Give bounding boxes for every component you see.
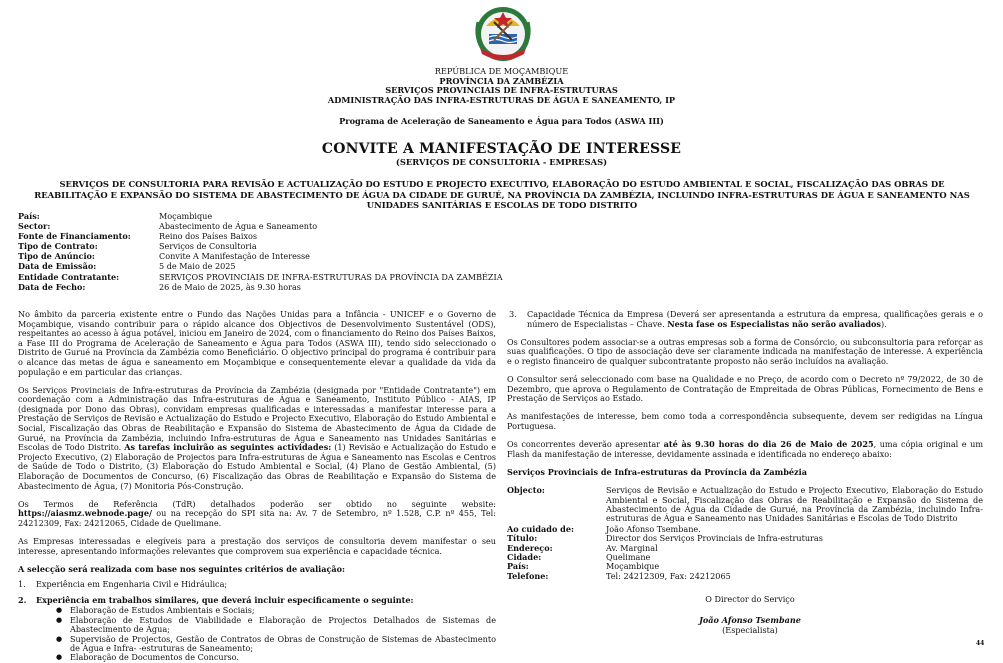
criteria-text: Experiência em Engenharia Civil e Hidráulica; <box>36 579 228 590</box>
meta-row <box>18 272 503 282</box>
meta-row <box>18 211 503 221</box>
invitation-text: Os Serviços Provinciais de Infra-estruturas da Província da Zambézia (designada por "Entidade Contratante") em coordenação com a Administração das Infra-estruturas de Água e Saneamento, Instituto Público - AIAS, IP (designada por Dono das Obras), convidam empresas qualificadas e interessadas a manifestar interesse para a Prestação de Serviços de Revisão e Actualização do Estudo e Projecto Executivo, Elaboração do Estudo Ambiental e Social, Fiscalização das Obras de Reabilitação e Expansão do Sistema de Abastecimento de Água da Cidade de Gurué, na Província da Zambézia, incluindo Infra-estruturas de Água e Saneamento nas Unidades Sanitárias e Escolas de Todo Distrito. <box>18 384 496 453</box>
address-value: Quelimane <box>606 552 651 563</box>
address-value: Serviços de Revisão e Actualização do Estudo e Projecto Executivo, Elaboração do Estudo Ambiental e Social, Fiscalização das Obras de Reabilitação e Expansão do Sistema de Abastecimento de Água da Cidade de Gurué, na Província da Zambézia, incluindo Infra-estruturas de Água e Saneamento nas Unidades Sanitárias e Escolas de Todo Distrito <box>606 485 983 524</box>
meta-key: País: <box>18 211 40 221</box>
tor-text: Os Termos de Referência (TdR) detalhados poderão ser obtido no seguinte website: <box>18 498 496 509</box>
address-heading: Serviços Provinciais de Infra-estruturas da Província da Zambézia <box>507 466 807 477</box>
meta-key: Data de Fecho: <box>18 281 86 292</box>
services-title: SERVIÇOS DE CONSULTORIA PARA REVISÃO E ACTUALIZAÇÃO DO ESTUDO E PROJECTO EXECUTIVO, ELABORAÇÃO DO ESTUDO AMBIENTAL E SOCIAL, FISCALIZAÇÃO DAS OBRAS DE REABILITAÇÃO E EXPANSÃO DO SISTEMA DE ABASTECIMENTO DE ÁGUA DA CIDADE DE GURUÉ, NA PROVÍNCIA DA ZAMBÉZIA, INCLUINDO INFRA-ESTRUTURAS DE ÁGUA E SANEAMENTO NAS UNIDADES SANITÁRIAS E ESCOLAS DE TODO DISTRITO <box>34 179 970 210</box>
address-key: Endereço: <box>507 542 553 553</box>
address-value: João Afonso Tsembane. <box>606 523 701 534</box>
criteria-item <box>509 310 983 329</box>
bullet-icon: ● <box>56 615 63 624</box>
address-row <box>507 534 983 543</box>
meta-row <box>18 282 503 292</box>
address-row <box>507 544 983 553</box>
deadline-paragraph <box>507 440 983 459</box>
meta-key: Tipo de Anúncio: <box>18 251 95 262</box>
list-item <box>56 653 496 662</box>
bullet-text: Elaboração de Documentos de Concurso. <box>70 652 239 663</box>
address-value: Tel: 24212309, Fax: 24212065 <box>606 570 731 581</box>
deadline-date: até às 9.30 horas do dia 26 de Maio de 2025 <box>663 438 874 449</box>
meta-row <box>18 231 503 241</box>
services-name: SERVIÇOS PROVINCIAIS DE INFRA-ESTRUTURAS <box>385 85 618 96</box>
page-number: 44 <box>976 640 985 647</box>
language-paragraph: As manifestações de interesse, bem como toda a correspondência subsequente, devem ser redigidas na Língua Portuguesa. <box>507 411 983 431</box>
meta-value: Serviços de Consultoria <box>159 241 257 252</box>
meta-key: Data de Emissão: <box>18 261 97 272</box>
meta-value: Moçambique <box>159 211 213 221</box>
capacity-text: Capacidade Técnica da Empresa (Deverá ser apresentanda a estrutura da empresa, qualificações gerais e o número de Especialistas – Chave. <box>527 309 983 329</box>
address-row <box>507 486 983 524</box>
left-column <box>18 310 496 663</box>
program-name: Programa de Aceleração de Saneamento e Água para Todos (ASWA III) <box>339 116 664 126</box>
address-block <box>507 486 983 581</box>
criteria-number: 2. <box>18 594 27 605</box>
mozambique-coat-of-arms-icon <box>472 4 534 66</box>
address-row <box>507 553 983 562</box>
administration-name: ADMINISTRAÇÃO DAS INFRA-ESTRUTURAS DE ÁGUA E SANEAMENTO, IP <box>327 94 676 105</box>
address-value: Director dos Serviços Provinciais de Infra-estruturas <box>606 533 823 544</box>
address-key: Objecto: <box>507 485 545 496</box>
criteria-text: Experiência em trabalhos similares, que deverá incluir especificamente o seguinte: <box>36 594 414 605</box>
meta-key: Tipo de Contrato: <box>18 241 98 252</box>
address-key: Telefone: <box>507 570 549 581</box>
meta-row <box>18 251 503 261</box>
right-column <box>507 310 983 581</box>
intro-paragraph: No âmbito da parceria existente entre o Fundo das Nações Unidas para a Infância - UNICEF e o Governo de Moçambique, visando contribuir para o rápido alcance dos Objectivos de Desenvolvimento Sustentável (ODS), respeitantes ao acesso à água potável, iniciou em Janeiro de 2024, com o financiamento do Reino dos Países Baixos, a Fase III do Programa de Aceleração de Saneamento e Água para Todos (ASWA III), tendo sido seleccionado o Distrito de Gurué na Província da Zambézia como Beneficiário. O objectivo principal do programa é contribuir para o alcance das metas de água e saneamento em Moçambique e consequentemente elevar a qualidade da vida da população e em particular das crianças. <box>18 309 496 377</box>
criteria-number: 1. <box>18 579 26 590</box>
tor-paragraph <box>18 500 496 529</box>
address-key: Título: <box>507 533 538 544</box>
bullet-icon: ● <box>56 606 63 615</box>
address-row <box>507 572 983 581</box>
meta-key: Sector: <box>18 221 51 232</box>
deadline-end: , uma cópia original e um Flash da manifestação de interesse, devidamente assinada e identificada no endereço abaixo: <box>507 438 983 459</box>
signature-name: João Afonso Tsembane <box>699 615 801 625</box>
meta-key: Entidade Contratante: <box>18 271 120 282</box>
experience-bullets <box>56 606 496 662</box>
meta-value: Abastecimento de Água e Saneamento <box>159 221 318 232</box>
page-title: CONVITE A MANIFESTAÇÃO DE INTERESSE <box>321 141 682 157</box>
bullet-text: Elaboração de Estudos Ambientais e Sociais; <box>70 605 255 616</box>
tasks-heading: As tarefas incluirão as seguintes actividades: <box>124 442 332 453</box>
criteria-text <box>527 310 983 329</box>
criteria-item <box>18 596 496 606</box>
meta-value: Convite A Manifestação de Interesse <box>159 251 310 262</box>
republic-name: REPÚBLICA DE MOÇAMBIQUE <box>434 66 569 76</box>
consortium-paragraph: Os Consultores podem associar-se a outras empresas sob a forma de Consórcio, ou subconsultoria para reforçar as suas qualificações. O tipo de associação deve ser claramente indicada na manifestação de interesse. A experiência e o registo financeiro de qualquer subcontratante proposto não serão incluídos na avaliação. <box>507 336 983 366</box>
criteria-heading: A selecção será realizada com base nos seguintes critérios de avaliação: <box>18 563 346 574</box>
capacity-end: ). <box>880 318 887 329</box>
deadline-text: Os concorrentes deverão apresentar <box>507 438 664 449</box>
bullet-text: Elaboração de Estudos de Viabilidade e Elaboração de Projectos Detalhados de Sistemas de Abastecimento de Água; <box>70 614 496 635</box>
tasks-list-text: (1) Revisão e Actualização do Estudo e Projecto Executivo, (2) Elaboração de Projectos para Infra-estruturas de Água e Saneamento nas Escolas e Centros de Saúde de Todo o Distrito, (3) Elaboração do Estudo Ambiental e Social, (4) Plano de Gestão Ambiental, (5) Elaboração de Documentos de Concurso, (6) Fiscalização das Obras de Reabilitação e Expansão do Sistema de Abastecimento de Água, (7) Monitoria Pós-Construção. <box>18 442 496 491</box>
meta-value: 5 de Maio de 2025 <box>159 261 236 272</box>
bullet-icon: ● <box>56 653 63 662</box>
list-item <box>56 635 496 654</box>
meta-key: Fonte de Financiamento: <box>18 231 131 242</box>
meta-value: 26 de Maio de 2025, às 9.30 horas <box>159 281 301 292</box>
tor-address-text: ou na recepção do SPI sita na: Av. 7 de Setembro, nº 1.528, C.P. nº 455, Tel: 24212309, Fax: 24212065, Cidade de Quelimane. <box>18 508 496 528</box>
address-key: Ao cuidado de: <box>507 523 574 534</box>
invitation-paragraph <box>18 386 496 492</box>
page-subtitle: (SERVIÇOS DE CONSULTORIA - EMPRESAS) <box>395 157 608 167</box>
tender-details <box>18 211 503 292</box>
capacity-note: Nesta fase os Especialistas não serão avaliados <box>667 318 881 329</box>
bullet-text: Supervisão de Projectos, Gestão de Contratos de Obras de Construção de Sistemas de Abastecimento de Água e Infra- -estruturas de Saneamento; <box>70 633 496 654</box>
tor-website-link[interactable]: https://aiasmz.webnode.page/ <box>18 508 152 519</box>
document-header <box>0 67 1003 105</box>
address-row <box>507 562 983 571</box>
meta-value: SERVIÇOS PROVINCIAIS DE INFRA-ESTRUTURAS DA PROVÍNCIA DA ZAMBÉZIA <box>159 271 503 282</box>
meta-row <box>18 241 503 251</box>
address-key: País: <box>507 561 529 572</box>
meta-row <box>18 221 503 231</box>
eligibility-paragraph: As Empresas interessadas e elegíveis para a prestação dos serviços de consultoria devem manifestar o seu interesse, apresentando informações relevantes que comprovem sua experiência e capacidade técnica. <box>18 535 496 556</box>
selection-paragraph: O Consultor será seleccionado com base na Qualidade e no Preço, de acordo com o Decreto nº 79/2022, de 30 de Dezembro, que aprova o Regulamento de Contratação de Empreitada de Obras Públicas, Fornecimento de Bens e Prestação de Serviços ao Estado. <box>507 373 983 404</box>
criteria-item <box>18 580 496 590</box>
signature-role: O Director do Serviço <box>705 594 795 604</box>
address-key: Cidade: <box>507 552 542 563</box>
signature-title: (Especialista) <box>722 625 778 635</box>
bullet-icon: ● <box>56 634 63 643</box>
address-value: Av. Marginal <box>606 542 658 553</box>
meta-row <box>18 261 503 271</box>
address-value: Moçambique <box>606 561 660 572</box>
meta-value: Reino dos Países Baixos <box>159 231 258 242</box>
criteria-number: 3. <box>509 309 517 319</box>
province-name: PROVÍNCIA DA ZAMBÉZIA <box>439 75 564 86</box>
list-item <box>56 616 496 635</box>
